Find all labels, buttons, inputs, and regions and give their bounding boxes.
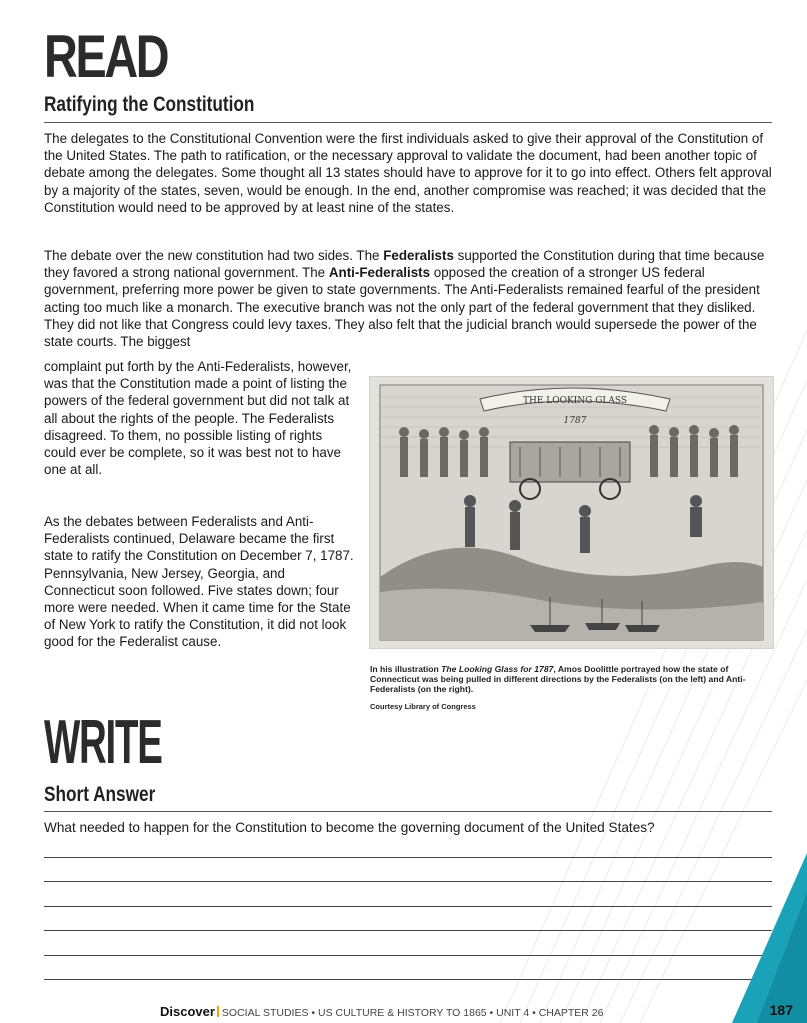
short-answer-rule	[44, 811, 772, 812]
banner-text: THE LOOKING GLASS	[522, 396, 628, 406]
term-anti-federalists: Anti-Federalists	[328, 265, 431, 281]
engraving-image	[370, 377, 773, 648]
title-rule	[44, 122, 772, 123]
paragraph-ratification: The delegates to the Constitutional Convention were the first individuals asked to give their approval of the Constitution of the United States. The path to ratification, or the necessary approval to validate the document, had been another topic of debate among the delegates. Some thought all 13 states should have to approve for it to go into effect. Others felt approval by a majority of the states, seven, would be enough. In the end, another compromise was reached; it was decided that the Constitution would need to be approved by at least nine of the states.	[44, 131, 772, 215]
write-logo	[44, 708, 234, 777]
footer-divider	[217, 1006, 219, 1017]
answer-line[interactable]	[44, 955, 772, 956]
term-federalists: Federalists	[383, 248, 454, 263]
paragraph-debate-continued: complaint put forth by the Anti-Federalists, however, was that the Constitution made a point of listing the powers of the federal government but did not talk at all about the rights of the people. The Federalists disagreed. To them, no possible listing of rights could ever be complete, so it was best not to have one at all.	[44, 359, 352, 478]
read-logo-text: READ	[44, 23, 168, 90]
paragraph-debate: The debate over the new constitution had two sides. The Federalists supported the Constitution during that time because they favored a strong national government. The Anti-Federalists opposed the creation of a stronger US federal government, preferring more power be given to state governments. The Anti-Federalists remained fearful of the president acting too much like a monarch. The executive branch was not the only part of the federal government that they disliked. They did not like that Congress could levy taxes. They also felt that the judicial branch would supersede the power of the state courts. The biggest	[44, 248, 765, 350]
short-answer-question: What needed to happen for the Constitution to become the governing document of the United States?	[44, 820, 655, 835]
illustration-caption: In his illustration The Looking Glass for 1787, Amos Doolittle portrayed how the state of Connecticut was being pulled in different directions by the Federalists (on the left) and Anti-Federalists (on the right).	[370, 664, 746, 694]
answer-line[interactable]	[44, 979, 772, 980]
answer-line[interactable]	[44, 857, 772, 858]
looking-glass-illustration	[370, 377, 773, 648]
footer-brand: Discover	[160, 1004, 215, 1019]
banner-year: 1787	[563, 416, 587, 426]
section-title: Ratifying the Constitution	[44, 93, 255, 116]
paragraph-ratification-states: As the debates between Federalists and Anti-Federalists continued, Delaware became the first state to ratify the Constitution on December 7, 1787. Pennsylvania, New Jersey, Georgia, and Connecticut soon followed. Five states down; four more were needed. When it came time for the State of New York to ratify the Constitution, it did not look good for the Federalist cause.	[44, 514, 354, 650]
write-logo-text: WRITE	[44, 708, 162, 777]
answer-line[interactable]	[44, 906, 772, 907]
footer-text: SOCIAL STUDIES • US CULTURE & HISTORY TO 1865 • UNIT 4 • CHAPTER 26	[221, 1007, 604, 1019]
short-answer-title: Short Answer	[44, 783, 156, 806]
answer-line[interactable]	[44, 881, 772, 882]
corner-accent	[687, 823, 807, 1023]
illustration-credit: Courtesy Library of Congress	[370, 702, 476, 711]
read-logo	[44, 23, 202, 90]
page-number: 187	[769, 1002, 793, 1018]
answer-line[interactable]	[44, 930, 772, 931]
footer	[160, 1004, 603, 1019]
caption-title: The Looking Glass for 1787	[441, 664, 554, 674]
